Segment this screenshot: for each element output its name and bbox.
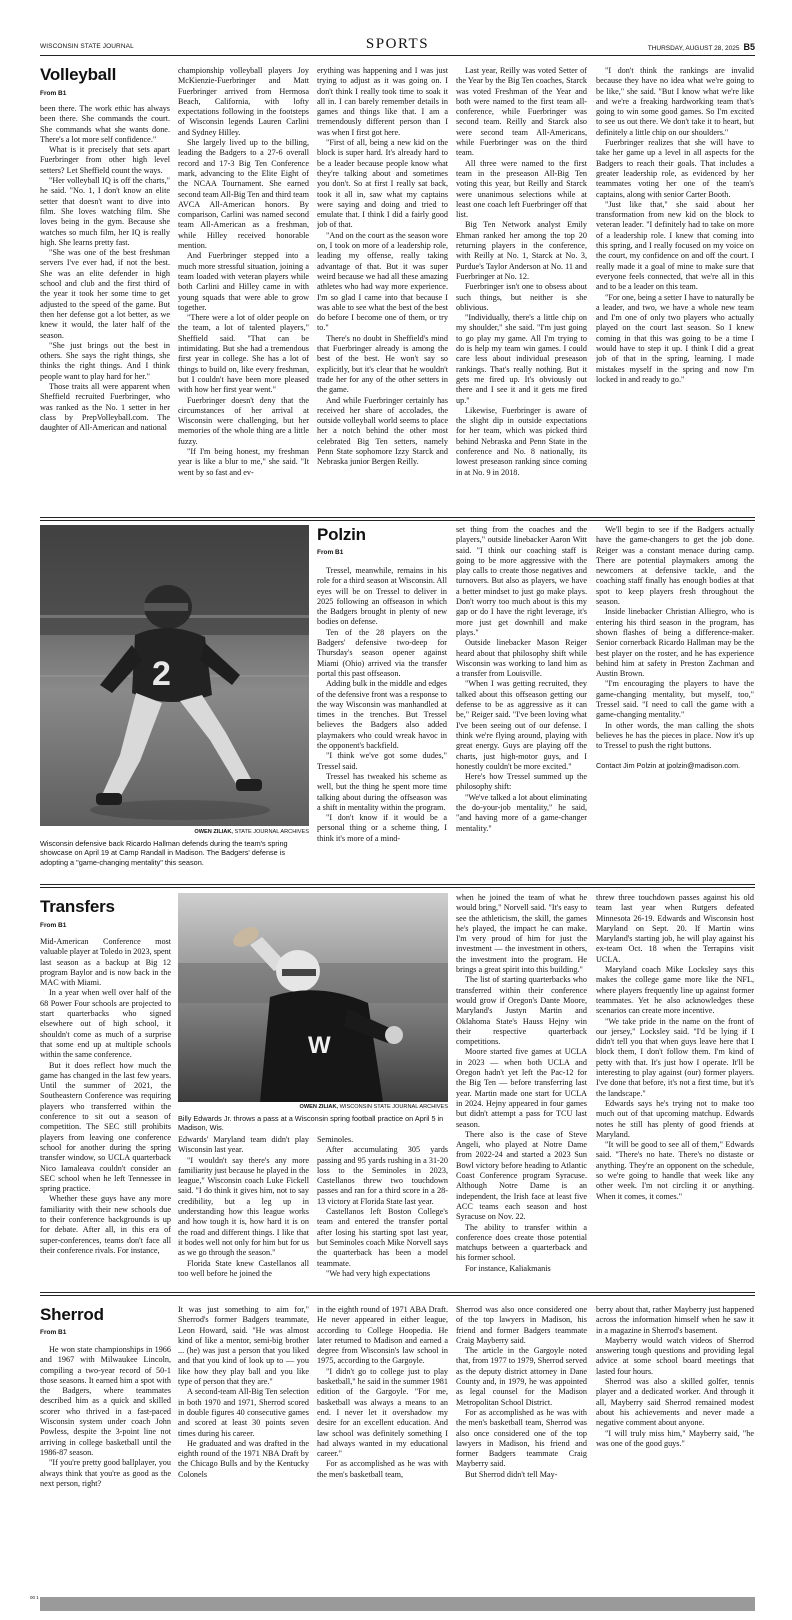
paragraph: "Just like that," she said about her transformation from new kid on the block to veteran leader. "I definitely had to take on more of a leadership role. I knew that coming into this spring, and I really focused on my voice on the court, my confidence on and off the court. I really made it a goal of mine to make sure that everyone feels connected, that we're all in this and to be a leader on this team. [596,199,754,292]
paragraph: Maryland coach Mike Locksley says this makes the college game more like the NFL, where players frequently line up against former teammates. Yet he also acknowledges these scenarios can create more incentive. [596,965,754,1016]
paragraph: "We've talked a lot about eliminating the do-your-job mentality," he said, "and having more of a game-changer mentality." [456,792,587,833]
paragraph: Seminoles. [317,1135,354,1144]
paragraph: And Fuerbringer stepped into a much more stressful situation, joining a team loaded with veteran players while both Carlini and Hilley came in with young squads that were able to grow together. [178,251,309,312]
paragraph: "It will be good to see all of them," Edwards said. "There's no hate. There's no distaste or anything. They're an opponent on the schedule, so we're going to handle that week like any other week. I'm not circling it or anything. When it comes, it comes." [596,1140,754,1201]
paragraph: "I will truly miss him," Mayberry said, "he was one of the good guys." [596,1428,754,1448]
paragraph: Here's how Tressel summed up the philosophy shift: [456,772,587,792]
polzin-headline: Polzin [317,525,366,544]
paragraph: been there. The work ethic has always been there. She commands the court. She commands what she wants done. There's a lot more self confidence." [40,104,170,144]
footer-code: 00 1 [30,1595,39,1600]
paragraph: Outside linebacker Mason Reiger heard about that philosophy shift while Wisconsin was working to land him as a transfer from Louisville. [456,638,587,679]
paragraph: In a year when well over half of the 68 Power Four schools are projected to start quarterbacks who signed elsewhere out of high school, it shouldn't come as much of a surprise that some end up at multiple schools within the same conference. [40,988,171,1060]
paragraph: Tressel, meanwhile, remains in his role for a third season at Wisconsin. All eyes will be on Tressel to deliver in 2025 following an offseason in which the Badgers brought in plenty of new bodies on defense. [317,566,447,627]
paragraph: "Individually, there's a little chip on my shoulder," she said. "I'm just going to go play my game. All I'm trying to do is help my team win games. I could care less about individual preseason rankings. That's really nothing. But it gets me fired up. It's obviously out there and I see it and it gets me fired up." [456,313,587,405]
polzin-column-2 [456,525,587,873]
photo-source: WISCONSIN STATE JOURNAL ARCHIVES [339,1104,448,1110]
page-number: B5 [743,42,755,52]
paragraph: Ten of the 28 players on the Badgers' defensive two-deep for Thursday's season opener against Miami (Ohio) arrived via the transfer portal this past offseason. [317,627,447,678]
paragraph: erything was happening and I was just trying to adjust as it was going on. I don't think I really took time to soak it all in. I can barely remember details in games and things like that. I am a tremendously different person than I was when I first got here. [317,66,448,137]
paragraph: "I don't know if it would be a personal thing or a scheme thing, I think it's more of a mind- [317,813,447,843]
paragraph: "She was one of the best freshman servers I've ever had, if not the best. She was an elite defender in high school and club and the first third of the year it took her some time to get adjusted to the speed of the game. But then her defense got a lot better, as we knew it would, the later half of the season. [40,248,170,340]
paragraph: Fuerbringer isn't one to obsess about such things, but neither is she oblivious. [456,282,587,312]
svg-text:2: 2 [152,655,171,693]
section-divider [40,1292,755,1296]
paragraph: "We take pride in the name on the front of our jersey," Locksley said. "I'd be lying if I didn't tell you that when guys leave here that I block them, I don't follow them. I'm kind of petty with that. It's just how I operate. It'll be interesting to play against (our) former players. I've done that before, it's not a first time, but it's the landscape." [596,1016,754,1098]
paragraph: Those traits all were apparent when Sheffield recruited Fuerbringer, who was ranked as the No. 1 setter in her class by PrepVolleyball.com. The daughter of All-American and national [40,382,170,433]
volleyball-headline: Volleyball [40,65,117,84]
paragraph: "There were a lot of older people on the team, a lot of talented players," Sheffield said. "That can be intimidating. But she had a tremendous first year in college. She has a lot of things to build on, like every freshman, but I couldn't have been more pleased with how her first year went." [178,313,309,395]
photo-source: STATE JOURNAL ARCHIVES [234,829,309,835]
page-header [40,34,755,56]
photo-credit [40,829,309,835]
author-contact: Contact Jim Polzin at jpolzin@madison.com. [596,760,741,770]
paragraph: "I didn't go to college just to play basketball," he said in the summer 1981 edition of the Gargoyle. "For me, basketball was always a means to an end. I never let it overshadow my desire for an excellent education. And law school was definitely something I had always wanted in my educational career." [317,1366,448,1459]
paragraph: "We had very high expectations [326,1268,431,1278]
paragraph: Mayberry would watch videos of Sherrod answering tough questions and providing legal advice at some school board meetings that lasted four hours. [596,1335,754,1376]
photo-caption: Billy Edwards Jr. throws a pass at a Wisconsin spring football practice on April 5 in Madison, Wis. [178,1114,444,1133]
paragraph: We'll begin to see if the Badgers actually have the game-changers to get the job done. Reiger was a constant menace during camp. There are potential playmakers among the newcomers at defensive tackle, and the coaching staff finally has enough bodies at that spot to keep players fresh throughout the season. [596,525,754,607]
paragraph: All three were named to the first team in the preseason All-Big Ten voting this year, but Reilly and Starck were unanimous selections while at least one coach left Fuerbringer off that list. [456,158,587,220]
paragraph: For as accomplished as he was with the men's basketball team, [317,1459,448,1479]
paragraph: And while Fuerbringer certainly has received her share of accolades, the outside volleyball world seems to place her a notch behind the other most celebrated Big Ten setters, namely Penn State sophomore Izzy Starck and Nebraska junior Bergen Reilly. [317,395,448,467]
photo-illustration [178,893,448,1102]
paragraph: But Sherrod didn't tell May- [465,1469,558,1479]
issue-date: THURSDAY, AUGUST 28, 2025 [647,45,740,52]
paragraph: "Her volleyball IQ is off the charts," he said. "No. 1, I don't know an elite setter that doesn't want to dive into film. She loves watching film. She loves being in the gym. Because she watches so much film, her IQ is really high. She learns pretty fast. [40,176,170,247]
transfers-column-1 [40,937,171,1287]
photo-illustration [40,525,309,826]
paragraph: But it does reflect how much the game has changed in the last few years. Until the summer of 2021, the Southeastern Conference was requiring players who transferred within the conference to sit out a season of competition. The SEC still prohibits players from leaving one conference school for another during the spring transfer window, so UCLA quarterback Nico Iamaleava couldn't consider an SEC school when he left Tennessee in spring practice. [40,1060,171,1194]
paragraph: He won state championships in 1966 and 1967 with Milwaukee Lincoln, compiling a two-year record of 50-1 those seasons. It earned him a spot with the Badgers, where teammates described him as a quick and skilled scorer who thrived in a fast-paced Wisconsin system under coach John Powless, despite the 3-point line not arriving in college basketball until the 1986-87 season. [40,1345,171,1457]
paragraph: "She just brings out the best in others. She says the right things, she thinks the right things. And I think people want to play hard for her." [40,340,170,381]
sherrod-column-1 [40,1345,171,1591]
paragraph: berry about that, rather Mayberry just happened across the information himself when he saw it in a magazine in Sherrod's basement. [596,1305,754,1335]
sherrod-column-3 [317,1305,448,1591]
paragraph: Likewise, Fuerbringer is aware of the slight dip in outside expectations for her team, which was picked third behind Nebraska and Penn State in the conference and No. 8 nationally, its lowest preseason ranking since coming in at No. 9 in 2018. [456,405,587,477]
paragraph: Edwards says he's trying not to make too much out of that upcoming matchup. Edwards notes he still has plenty of good friends at Maryland. [596,1098,754,1139]
volleyball-column-1 [40,104,170,514]
paragraph: Moore started five games at UCLA in 2023 — when both UCLA and Oregon hadn't yet left the Pac-12 for the Big Ten — before transferring last year. Martin made one start for UCLA in 2024. Hejny appeared in four games but didn't attempt a pass for TCU last season. [456,1047,587,1129]
photo-caption: Wisconsin defensive back Ricardo Hallman defends during the team's spring showcase on April 19 at Camp Randall in Madison. The Badgers' defense is adopting a "game-changing mentality" this season. [40,839,288,867]
sherrod-column-5 [596,1305,754,1591]
polzin-column-3 [596,525,754,873]
paragraph: Adding bulk in the middle and edges of the defensive front was a response to the way Wisconsin was manhandled at times in the trenches. But Tressel believes the Badgers also added playmakers who could wreak havoc in the opponent's backfield. [317,679,447,751]
photo-credit [178,1104,448,1110]
paragraph: The list of starting quarterbacks who transferred within their conference would grow if Oregon's Dante Moore, Maryland's Justyn Martin and Oklahoma State's Hauss Hejny win their respective quarterback competitions. [456,975,587,1047]
paragraph: threw three touchdown passes against his old team last year when Rutgers defeated Minnesota 26-19. Edwards and Wisconsin host Maryland on Sept. 20. If Martin wins Maryland's starting job, he will play against his ex-team Oct. 18 when the Terrapins visit UCLA. [596,893,754,964]
paragraph: Sherrod was also a skilled golfer, tennis player and a dedicated worker. And through it all, Mayberry said Sherrod remained modest about his achievements and never made a negative comment about anyone. [596,1377,754,1428]
paragraph: "If you're pretty good ballplayer, you always think that you're as good as the next person, right? [40,1458,171,1488]
date-and-page [648,42,755,52]
transfers-headline: Transfers [40,897,115,916]
transfers-column-5 [596,893,754,1287]
transfers-jump-line: From B1 [40,922,67,929]
paragraph: set thing from the coaches and the players," outside linebacker Aaron Witt said. "I think our coaching staff is going to be more aggressive with the play calls to create those negatives and turnovers. But also as players, we have a better mindset to just go make plays. Don't worry too much about is this my gap or do I have the right leverage, it's more just get downhill and make plays." [456,525,587,637]
paragraph: What is it precisely that sets apart Fuerbringer from other high level setters? Let Sheffield count the ways. [40,145,170,175]
paragraph: "I think we've got some dudes," Tressel said. [317,751,447,771]
paragraph: "And on the court as the season wore on, I took on more of a leadership role, leading my offense, really taking advantage of that. But it was super weird because we had all these amazing athletes who had way more experience. I'm so glad I came into that because I was able to see what the best of the best do before I become one of them, or try to." [317,230,448,333]
section-divider [40,517,755,521]
paragraph: He graduated and was drafted in the eighth round of the 1971 NBA Draft by the Chicago Bulls and by the Kentucky Colonels [178,1438,309,1479]
sherrod-headline: Sherrod [40,1305,104,1324]
paragraph: Florida State knew Castellanos all too well before he joined the [178,1258,309,1278]
polzin-column-1 [317,566,447,873]
transfers-column-2 [178,1135,309,1287]
paragraph: "First of all, being a new kid on the block is super hard. It's already hard to be a leader because people know what they're talking about and sometimes you don't. So at first I really sat back, took it all in, saw what my captains were saying and doing and tried to emulate that. I think I did a fairly good job of that. [317,138,448,230]
paragraph: For as accomplished as he was with the men's basketball team, Sherrod was also once considered one of the top lawyers in Madison, his friend and former Badgers teammate Craig Mayberry said. [456,1407,587,1469]
paragraph: A second-team All-Big Ten selection in both 1970 and 1971, Sherrod scored in double figures 40 consecutive games and scored at least 30 points seven times during his career. [178,1387,309,1438]
paragraph: Sherrod was also once considered one of the top lawyers in Madison, his friend and former Badgers teammate Craig Mayberry said. [456,1305,587,1345]
paragraph: Fuerbringer realizes that she will have to take her game up a level in all aspects for the Badgers to reach their goals. That includes a greater leadership role, as evidenced by her teammates voting her one of the team's captains, along with senior Carter Booth. [596,138,754,199]
paragraph: There also is the case of Steve Angeli, who played at Notre Dame from 2022-24 and started a 2023 Sun Bowl victory before heading to Atlantic Coast Conference program Syracuse. Although Notre Dame is an independent, the Irish face at least five ACC teams each season and host Syracuse on Nov. 22. [456,1129,587,1222]
section-divider [40,884,755,888]
paragraph: "I don't think the rankings are invalid because they have no idea what we're going to be like," she said. "But I know what we're like and we're a freaking hardworking team that's going to win some good games. So I'm excited to see us out there. We don't take it to heart, but definitely a little chip on our shoulders." [596,66,754,137]
paragraph: The article in the Gargoyle noted that, from 1977 to 1979, Sherrod served as the deputy district attorney in Dane County and, in 1979, he was appointed as legal counsel for the Madison Metropolitan School District. [456,1346,587,1407]
paragraph: "I wouldn't say there's any more familiarity just because he played in the league," Wisconsin coach Luke Fickell said. "I do think it gives him, not to say credibility, but a leg up in understanding how this league works and how tough it is, how hard it is on the road and different things. I like that it bodes well not only for him but for us as we go through the season." [178,1155,309,1258]
sherrod-column-2 [178,1305,309,1591]
transfers-column-4 [456,893,587,1287]
paragraph: Castellanos left Boston College's team and entered the transfer portal after losing his starting spot last year, but Seminoles coach Mike Norvell says the quarterback has been a model teammate. [317,1207,448,1268]
paragraph: Inside linebacker Christian Alliegro, who is entering his third season in the program, has shown flashes of being a difference-maker. Senior cornerback Ricardo Hallman may be the best player on the roster, and he has experience behind him at safety in Preston Zachman and Austin Brown. [596,607,754,679]
volleyball-column-5 [596,66,754,514]
photographer-name: OWEN ZILIAK, [299,1104,339,1110]
paragraph: Edwards' Maryland team didn't play Wisconsin last year. [178,1135,309,1155]
paragraph: "When I was getting recruited, they talked about this offseason getting our defense to be as aggressive as it can be," Reiger said. "I've been loving what I've been seeing out of our defense. I think we're flying around, playing with great energy. Guys are playing off the charts, just high-motor guys, and I honestly couldn't be more excited." [456,679,587,771]
paragraph: "If I'm being honest, my freshman year is like a blur to me," she said. "It went by so fast and ev- [178,446,309,477]
paragraph: Fuerbringer doesn't deny that the circumstances of her arrival at Wisconsin were challenging, but her memories of the whole thing are a little fuzzy. [178,395,309,446]
newspaper-name: WISCONSIN STATE JOURNAL [40,43,134,50]
volleyball-jump-line: From B1 [40,90,67,97]
polzin-jump-line: From B1 [317,549,344,556]
svg-text:W: W [308,1032,331,1059]
section-name: SPORTS [365,36,430,52]
paragraph: The ability to transfer within a conference does create those potential matchups between a quarterback and his former school. [456,1222,587,1263]
paragraph: There's no doubt in Sheffield's mind that Fuerbringer already is among the best of the best. He won't say so explicitly, but it's clear that he wouldn't trade her for any of the other setters in the game. [317,333,448,395]
sherrod-column-4 [456,1305,587,1591]
volleyball-column-2 [178,66,309,514]
paragraph: It was just something to aim for," Sherrod's former Badgers teammate, Leon Howard, said. "He was almost kind of like a mentor, semi-big brother ... (he) was just a person that you liked and that you kind of look up to — you like how they play ball and you like type of person that they are." [178,1305,309,1387]
sherrod-jump-line: From B1 [40,1329,67,1336]
paragraph: Mid-American Conference most valuable player at Toledo in 2023, spent last season as a backup at Big 12 program Baylor and is now back in the MAC with Miami. [40,937,171,988]
football-defender-photo [40,525,309,826]
paragraph: "For one, being a setter I have to naturally be a leader, and two, we have a whole new team and I'm one of only two players who actually played on the court last season. So I knew coming in that this was going to be a time I would have to step it up. I think I did a great job of that in the spring, learning. I made mistakes myself in the spring and now I'm locked in and ready to go." [596,292,754,384]
paragraph: She largely lived up to the billing, leading the Badgers to a 27-6 overall record and 17-3 Big Ten Conference mark, advancing to the Elite Eight of the NCAA Tournament. She earned second team All-Big Ten and third team AVCA All-American honors. By comparison, Carlini was named second team All-American as a freshman, while Hilley received honorable mention. [178,138,309,251]
footer-bar [40,1597,755,1611]
paragraph: when he joined the team of what he would bring," Norvell said. "It's easy to see the athleticism, the skill, the games he's played, the impact he can make. I'm very proud of him for just the investment — the investment in others, the investment into the program. He brings a great spirit into this building." [456,893,587,975]
paragraph: Tressel has tweaked his scheme as well, but the thing he spent more time talking about during the offseason was a shift in mentality within the program. [317,771,447,812]
paragraph: Big Ten Network analyst Emily Ehman ranked her among the top 20 returning players in the conference, with Reilly at No. 1, Starck at No. 3, Purdue's Taylor Anderson at No. 11 and Fuerbringer at No. 12. [456,220,587,281]
paragraph: "I'm encouraging the players to have the game-changing mentality, but myself, too," Tressel said. "I need to call the game with a game-changing mentality." [596,679,754,720]
paragraph: in the eighth round of 1971 ABA Draft. He never appeared in either league, according to College Hoopedia. He later returned to Madison and earned a degree from Wisconsin's law school in 1975, according to the Gargoyle. [317,1305,448,1366]
volleyball-column-3 [317,66,448,514]
paragraph: championship volleyball players Joy McKienzie-Fuerbringer and Matt Fuerbringer arrived from Hermosa Beach, California, with lofty expectations following in the footsteps of Wisconsin legends Lauren Carlini and Sydney Hilley. [178,66,309,137]
paragraph: In other words, the man calling the shots believes he has the pieces in place. Now it's up to Tressel to push the right buttons. [596,720,754,751]
paragraph: For instance, Kaliakmanis [465,1263,551,1273]
volleyball-column-4 [456,66,587,514]
quarterback-throwing-photo [178,893,448,1102]
photographer-name: OWEN ZILIAK, [194,829,233,835]
paragraph: After accumulating 305 yards passing and 95 yards rushing in a 31-20 loss to the Seminoles in 2023, Castellanos threw two touchdown passes and ran for a third score in a 28-13 victory at Florida State last year. [317,1145,448,1206]
paragraph: Whether these guys have any more familiarity with their new schools due to their conference backgrounds is up for debate. After all, in this era of super-conferences, teams don't face all their conference rivals. For instance, [40,1194,171,1255]
paragraph: Last year, Reilly was voted Setter of the Year by the Big Ten coaches, Starck was voted Freshman of the Year and both were named to the first team all-conference, while Fuerbringer was second team. Reilly and Starck also were second team All-Americans, while Fuerbringer was on the third team. [456,66,587,158]
transfers-column-3 [317,1135,448,1287]
